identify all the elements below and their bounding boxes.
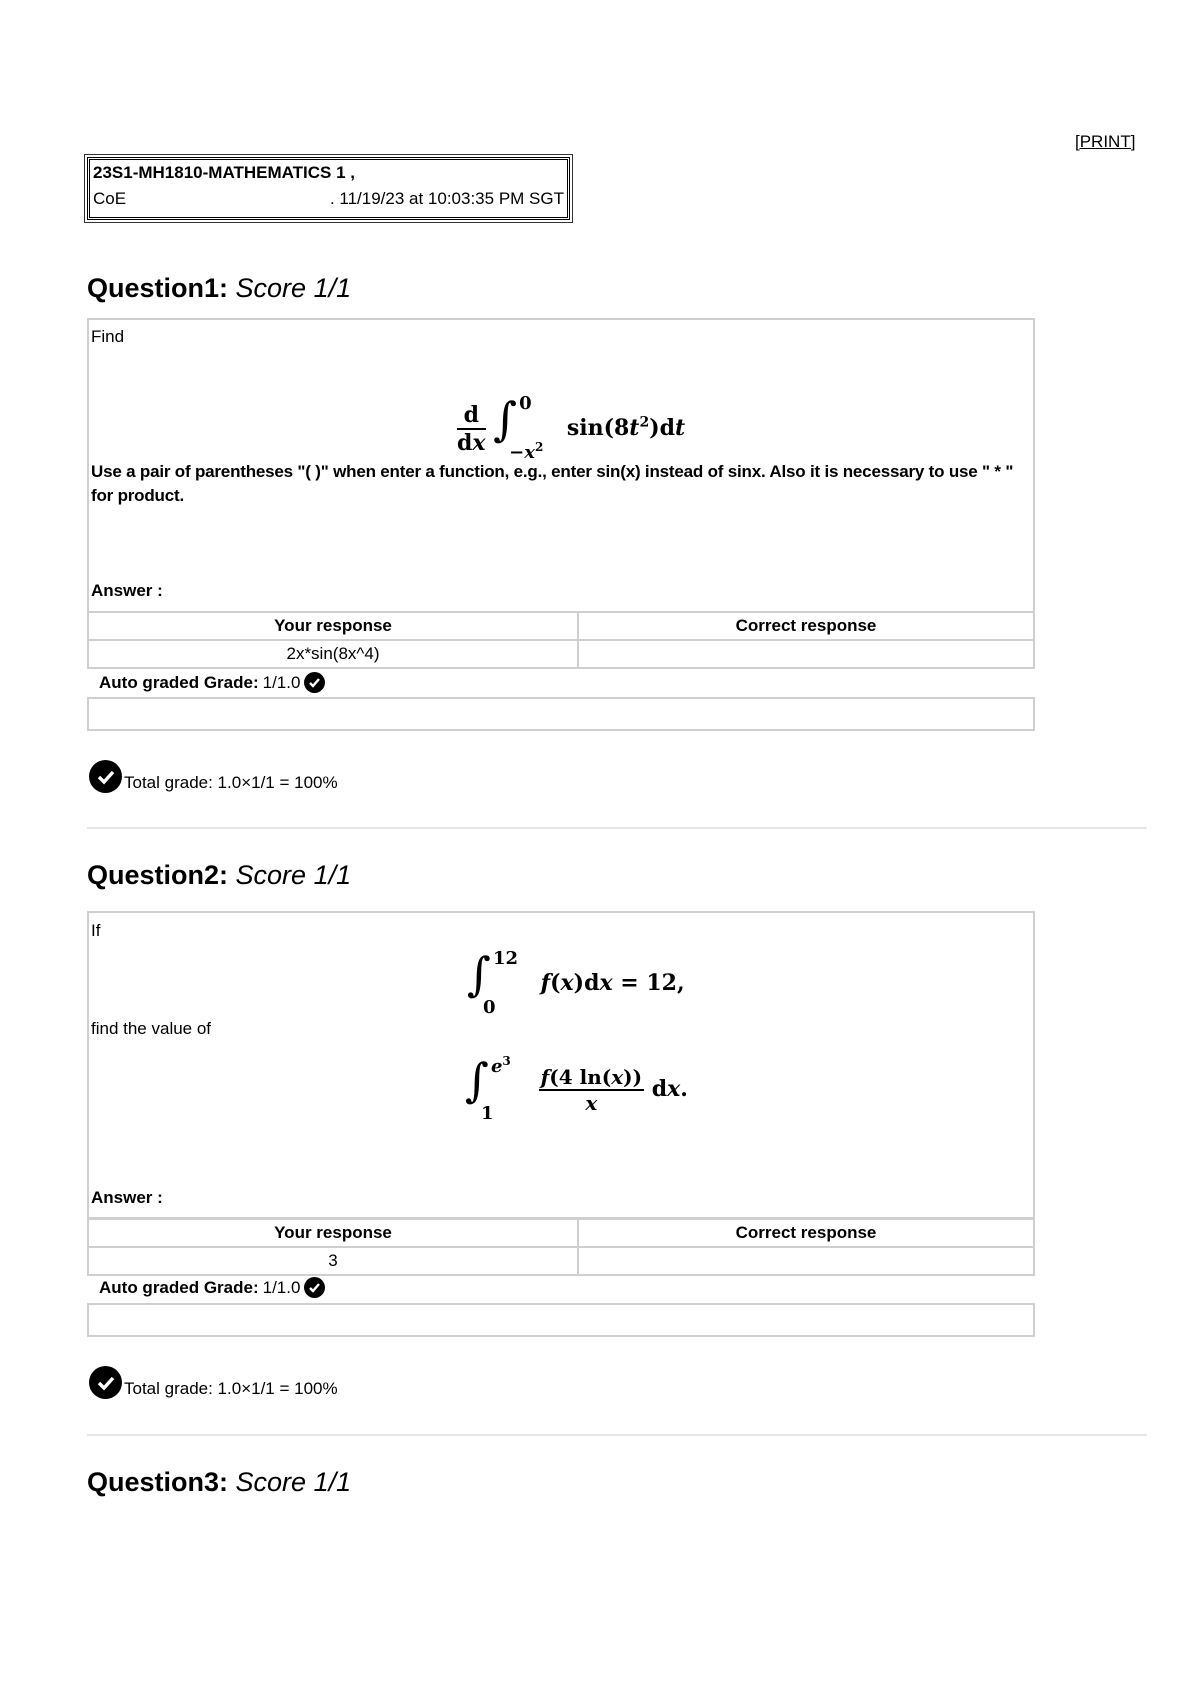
question-score: Score 1/1: [235, 273, 352, 303]
grade-label: Auto graded Grade:: [99, 672, 259, 692]
school-label: CoE: [93, 189, 127, 208]
total-grade-row: [87, 1366, 338, 1399]
total-grade-text: Total grade: 1.0×1/1 = 100%: [124, 1379, 338, 1398]
question-label: Question2:: [87, 860, 229, 890]
question-divider: [87, 1434, 1147, 1436]
question-label: Question3:: [87, 1467, 229, 1497]
input-instruction-note: Use a pair of parentheses "( )" when enter a function, e.g., enter sin(x) instead of sinx. Also it is necessary to use " * " for product.: [91, 462, 1014, 505]
total-grade-text: Total grade: 1.0×1/1 = 100%: [124, 773, 338, 792]
question-3-title: [87, 1467, 351, 1498]
grade-value: 1/1.0: [262, 1277, 301, 1297]
math-expression-given-integral: ∫ 12 0 f(x)dx = 12,: [467, 947, 685, 1018]
math-expression-target-integral: ∫ $e^3$ 1 $\frac{f(4 \ln(x))}{x}$ dx.: [465, 1053, 688, 1124]
question-score: Score 1/1: [235, 860, 352, 890]
grade-row: [99, 1277, 325, 1298]
correct-response-header: Correct response: [578, 1219, 1034, 1247]
question-label: Question1:: [87, 273, 229, 303]
your-response-value: 3: [88, 1247, 578, 1275]
answer-label: Answer :: [91, 1188, 163, 1207]
feedback-box: [87, 697, 1035, 731]
feedback-box: [87, 1303, 1035, 1337]
check-circle-icon: [89, 760, 122, 793]
course-title: 23S1-MH1810-MATHEMATICS 1 ,: [93, 163, 355, 182]
grade-label: Auto graded Grade:: [99, 1277, 259, 1297]
question-score: Score 1/1: [235, 1467, 352, 1497]
answer-label: Answer :: [91, 581, 163, 600]
question-prompt-2: find the value of: [91, 1019, 212, 1038]
correct-response-value: [578, 1247, 1034, 1275]
question-1-title: [87, 273, 351, 304]
check-circle-icon: [304, 1277, 325, 1298]
question-2-title: [87, 860, 351, 891]
question-divider: [87, 827, 1147, 829]
math-expression-derivative-integral: $\frac{d}{dx}$ ∫ 0 $-x^2$ $\sin(8t^2)dt$: [457, 392, 686, 463]
submission-timestamp: . 11/19/23 at 10:03:35 PM SGT: [329, 189, 564, 208]
print-link[interactable]: [PRINT]: [1075, 132, 1136, 151]
your-response-header: Your response: [88, 1219, 578, 1247]
question-1-body: [87, 318, 1035, 613]
question-prompt: If: [91, 921, 101, 940]
check-circle-icon: [89, 1366, 122, 1399]
your-response-value: 2x*sin(8x^4): [88, 640, 578, 668]
question-prompt: Find: [91, 327, 125, 346]
correct-response-header: Correct response: [578, 612, 1034, 640]
grade-value: 1/1.0: [262, 672, 301, 692]
response-table: [87, 1218, 1035, 1276]
check-circle-icon: [304, 672, 325, 693]
assessment-header: [87, 157, 570, 220]
total-grade-row: [87, 760, 338, 793]
your-response-header: Your response: [88, 612, 578, 640]
grade-row: [99, 672, 325, 693]
correct-response-value: [578, 640, 1034, 668]
response-table: [87, 611, 1035, 669]
question-2-body: [87, 911, 1035, 1219]
